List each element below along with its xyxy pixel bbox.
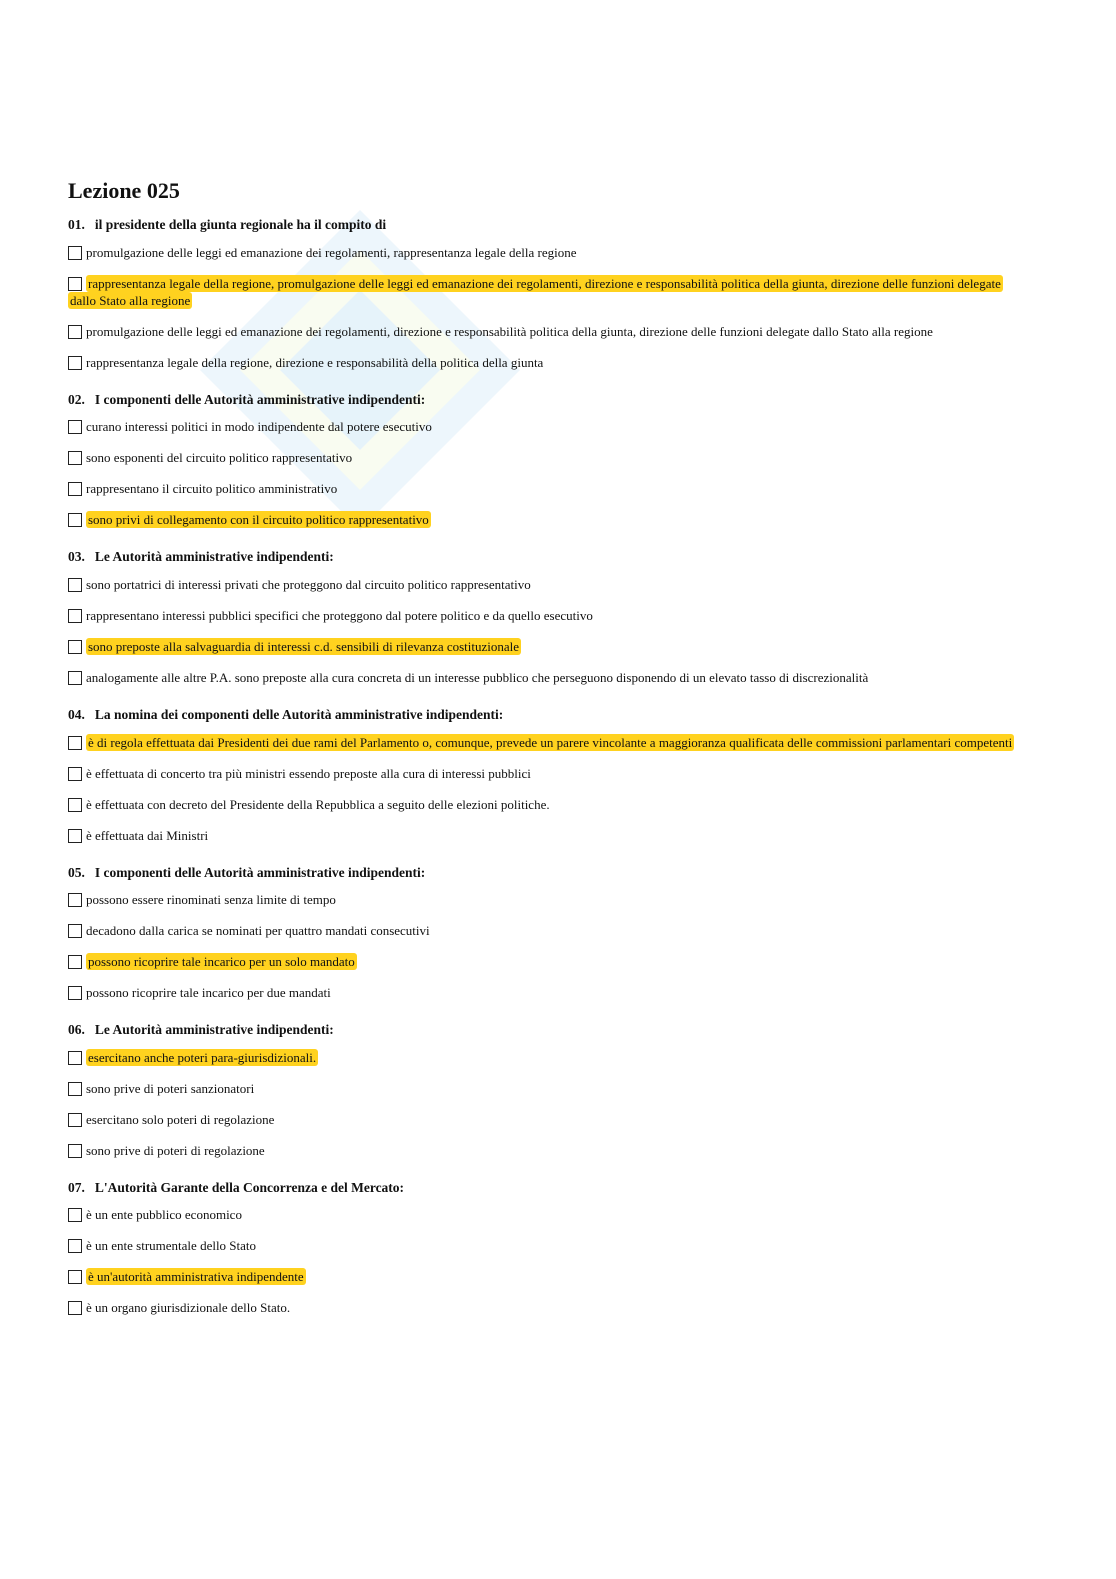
question-text: La nomina dei componenti delle Autorità amministrative indipendenti: <box>94 707 504 723</box>
question-heading <box>68 1021 1018 1039</box>
question-list <box>68 216 1018 1316</box>
answer-option <box>68 480 1018 497</box>
answer-option <box>68 1080 1018 1097</box>
checkbox-icon[interactable] <box>68 986 82 1000</box>
option-label: è un ente strumentale dello Stato <box>86 1238 257 1254</box>
option-label: promulgazione delle leggi ed emanazione dei regolamenti, rappresentanza legale della regione <box>86 244 577 260</box>
checkbox-icon[interactable] <box>68 578 82 592</box>
question-block <box>68 1021 1018 1159</box>
question-number: 05. <box>68 864 85 880</box>
answer-option <box>68 354 1018 371</box>
question-heading <box>68 864 1018 882</box>
checkbox-icon[interactable] <box>68 513 82 527</box>
option-label: curano interessi politici in modo indipendente dal potere esecutivo <box>86 419 432 435</box>
answer-option <box>68 1299 1018 1316</box>
option-label: è effettuata con decreto del Presidente della Repubblica a seguito delle elezioni politiche. <box>86 796 550 812</box>
answer-option <box>68 827 1018 844</box>
question-block <box>68 1179 1018 1317</box>
answer-option-correct <box>68 1049 1018 1066</box>
question-block <box>68 864 1018 1002</box>
checkbox-icon[interactable] <box>68 1301 82 1315</box>
answer-option <box>68 449 1018 466</box>
question-heading <box>68 216 1018 234</box>
checkbox-icon[interactable] <box>68 1144 82 1158</box>
checkbox-icon[interactable] <box>68 671 82 685</box>
checkbox-icon[interactable] <box>68 451 82 465</box>
answer-option <box>68 765 1018 782</box>
answer-option-correct <box>68 953 1018 970</box>
answer-option <box>68 1206 1018 1223</box>
checkbox-icon[interactable] <box>68 767 82 781</box>
lesson-title: Lezione 025 <box>68 178 180 203</box>
question-block <box>68 706 1018 844</box>
checkbox-icon[interactable] <box>68 955 82 969</box>
option-label: analogamente alle altre P.A. sono preposte alla cura concreta di un interesse pubblico che perseguono disponendo di un elevato tasso di discrezionalità <box>86 670 869 686</box>
question-number: 01. <box>68 217 85 233</box>
answer-option <box>68 984 1018 1001</box>
answer-option <box>68 796 1018 813</box>
checkbox-icon[interactable] <box>68 829 82 843</box>
question-number: 02. <box>68 391 85 407</box>
question-text: I componenti delle Autorità amministrative indipendenti: <box>94 391 426 407</box>
checkbox-icon[interactable] <box>68 736 82 750</box>
option-label: decadono dalla carica se nominati per quattro mandati consecutivi <box>86 923 430 939</box>
option-label: è effettuata di concerto tra più ministri essendo preposte alla cura di interessi pubblici <box>86 765 531 781</box>
option-label: è effettuata dai Ministri <box>86 827 209 843</box>
option-label: possono ricoprire tale incarico per un solo mandato <box>88 954 355 970</box>
answer-option-correct <box>68 275 1018 309</box>
answer-option <box>68 244 1018 261</box>
checkbox-icon[interactable] <box>68 482 82 496</box>
answer-option-correct <box>68 511 1018 528</box>
question-number: 06. <box>68 1022 85 1038</box>
answer-option <box>68 922 1018 939</box>
question-block <box>68 216 1018 371</box>
option-label: sono prive di poteri di regolazione <box>86 1142 265 1158</box>
question-text: I componenti delle Autorità amministrative indipendenti: <box>94 864 426 880</box>
option-label: sono prive di poteri sanzionatori <box>86 1080 255 1096</box>
option-label: è un ente pubblico economico <box>86 1207 242 1223</box>
checkbox-icon[interactable] <box>68 924 82 938</box>
option-label: promulgazione delle leggi ed emanazione dei regolamenti, direzione e responsabilità politica della giunta, direzione delle funzioni delegate dallo Stato alla regione <box>86 323 933 339</box>
answer-option <box>68 669 1018 686</box>
option-label: esercitano anche poteri para-giurisdizionali. <box>88 1049 317 1065</box>
question-number: 03. <box>68 549 85 565</box>
answer-option <box>68 576 1018 593</box>
checkbox-icon[interactable] <box>68 1239 82 1253</box>
checkbox-icon[interactable] <box>68 609 82 623</box>
option-label: sono portatrici di interessi privati che proteggono dal circuito politico rappresentativo <box>86 577 531 593</box>
checkbox-icon[interactable] <box>68 325 82 339</box>
checkbox-icon[interactable] <box>68 893 82 907</box>
checkbox-icon[interactable] <box>68 1051 82 1065</box>
checkbox-icon[interactable] <box>68 246 82 260</box>
checkbox-icon[interactable] <box>68 1208 82 1222</box>
question-heading <box>68 548 1018 566</box>
answer-option-correct <box>68 638 1018 655</box>
document-page <box>68 178 1018 1336</box>
option-label: rappresentano interessi pubblici specifici che proteggono dal potere politico e da quello esecutivo <box>86 608 593 624</box>
option-label: è un organo giurisdizionale dello Stato. <box>86 1300 291 1316</box>
answer-option-correct <box>68 1268 1018 1285</box>
checkbox-icon[interactable] <box>68 277 82 291</box>
answer-option <box>68 323 1018 340</box>
question-heading <box>68 391 1018 409</box>
answer-option <box>68 891 1018 908</box>
question-number: 07. <box>68 1179 85 1195</box>
checkbox-icon[interactable] <box>68 1113 82 1127</box>
option-label: rappresentanza legale della regione, promulgazione delle leggi ed emanazione dei regolamenti, direzione e responsabilità politica della giunta, direzione delle funzioni delegate dallo Stato alla regione <box>70 275 1001 308</box>
option-label: possono ricoprire tale incarico per due mandati <box>86 985 331 1001</box>
answer-option-correct <box>68 734 1018 751</box>
answer-option <box>68 1111 1018 1128</box>
option-label: sono privi di collegamento con il circuito politico rappresentativo <box>88 512 429 528</box>
checkbox-icon[interactable] <box>68 798 82 812</box>
option-label: sono preposte alla salvaguardia di interessi c.d. sensibili di rilevanza costituzionale <box>88 639 520 655</box>
question-text: il presidente della giunta regionale ha il compito di <box>94 217 387 233</box>
checkbox-icon[interactable] <box>68 1082 82 1096</box>
option-label: rappresentano il circuito politico amministrativo <box>86 481 338 497</box>
option-label: esercitano solo poteri di regolazione <box>86 1111 275 1127</box>
checkbox-icon[interactable] <box>68 356 82 370</box>
answer-option <box>68 607 1018 624</box>
question-text: L'Autorità Garante della Concorrenza e del Mercato: <box>94 1179 405 1195</box>
checkbox-icon[interactable] <box>68 640 82 654</box>
option-label: possono essere rinominati senza limite di tempo <box>86 892 336 908</box>
question-number: 04. <box>68 707 85 723</box>
answer-option <box>68 1237 1018 1254</box>
option-label: rappresentanza legale della regione, direzione e responsabilità della politica della giunta <box>86 354 544 370</box>
question-block <box>68 548 1018 686</box>
question-text: Le Autorità amministrative indipendenti: <box>94 1022 334 1038</box>
option-label: sono esponenti del circuito politico rappresentativo <box>86 450 353 466</box>
answer-option <box>68 418 1018 435</box>
question-heading <box>68 706 1018 724</box>
question-block <box>68 391 1018 529</box>
option-label: è un'autorità amministrativa indipendente <box>88 1269 304 1285</box>
answer-option <box>68 1142 1018 1159</box>
question-text: Le Autorità amministrative indipendenti: <box>94 549 334 565</box>
checkbox-icon[interactable] <box>68 420 82 434</box>
question-heading <box>68 1179 1018 1197</box>
checkbox-icon[interactable] <box>68 1270 82 1284</box>
option-label: è di regola effettuata dai Presidenti dei due rami del Parlamento o, comunque, prevede un parere vincolante a maggioranza qualificata delle commissioni parlamentari competenti <box>88 734 1013 750</box>
